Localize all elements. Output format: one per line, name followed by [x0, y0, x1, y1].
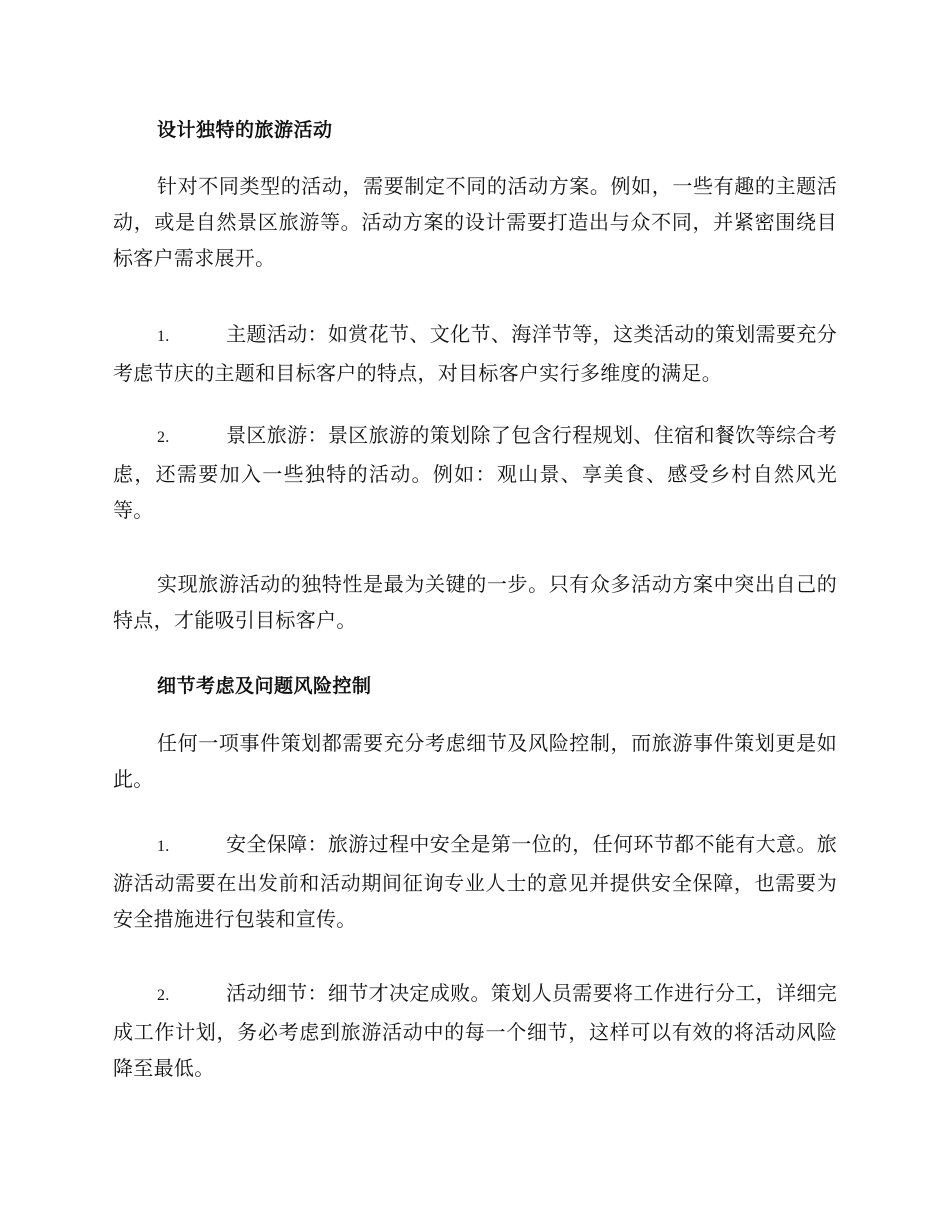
list-number: 2. — [157, 429, 170, 446]
list-item-text: 景区旅游：景区旅游的策划除了包含行程规划、住宿和餐饮等综合考虑，还需要加入一些独特的活动。例如：观山景、享美食、感受乡村自然风光等。 — [113, 423, 837, 522]
list-item-scenic-tourism — [113, 417, 837, 528]
list-number: 1. — [157, 838, 170, 855]
paragraph-risk-control-intro: 任何一项事件策划都需要充分考虑细节及风险控制，而旅游事件策划更是如此。 — [113, 731, 837, 791]
paragraph-unique-activities-closing: 实现旅游活动的独特性是最为关键的一步。只有众多活动方案中突出自己的特点，才能吸引目标客户。 — [113, 572, 837, 632]
list-item-text: 安全保障：旅游过程中安全是第一位的，任何环节都不能有大意。旅游活动需要在出发前和活动期间征询专业人士的意见并提供安全保障，也需要为安全措施进行包装和宣传。 — [113, 832, 837, 931]
list-item-safety — [113, 826, 837, 937]
list-item-activity-details — [113, 975, 837, 1086]
section-heading-risk-control: 细节考虑及问题风险控制 — [157, 675, 372, 697]
list-number: 2. — [157, 987, 170, 1004]
list-item-text: 活动细节：细节才决定成败。策划人员需要将工作进行分工，详细完成工作计划，务必考虑到旅游活动中的每一个细节，这样可以有效的将活动风险降至最低。 — [113, 981, 837, 1080]
section-heading-unique-activities: 设计独特的旅游活动 — [157, 119, 333, 141]
paragraph-unique-activities-intro: 针对不同类型的活动，需要制定不同的活动方案。例如，一些有趣的主题活动，或是自然景区旅游等。活动方案的设计需要打造出与众不同，并紧密围绕目标客户需求展开。 — [113, 174, 837, 270]
list-item-text: 主题活动：如赏花节、文化节、海洋节等，这类活动的策划需要充分考虑节庆的主题和目标客户的特点，对目标客户实行多维度的满足。 — [113, 322, 837, 385]
list-number: 1. — [157, 328, 170, 345]
list-item-theme-activities — [113, 316, 837, 391]
